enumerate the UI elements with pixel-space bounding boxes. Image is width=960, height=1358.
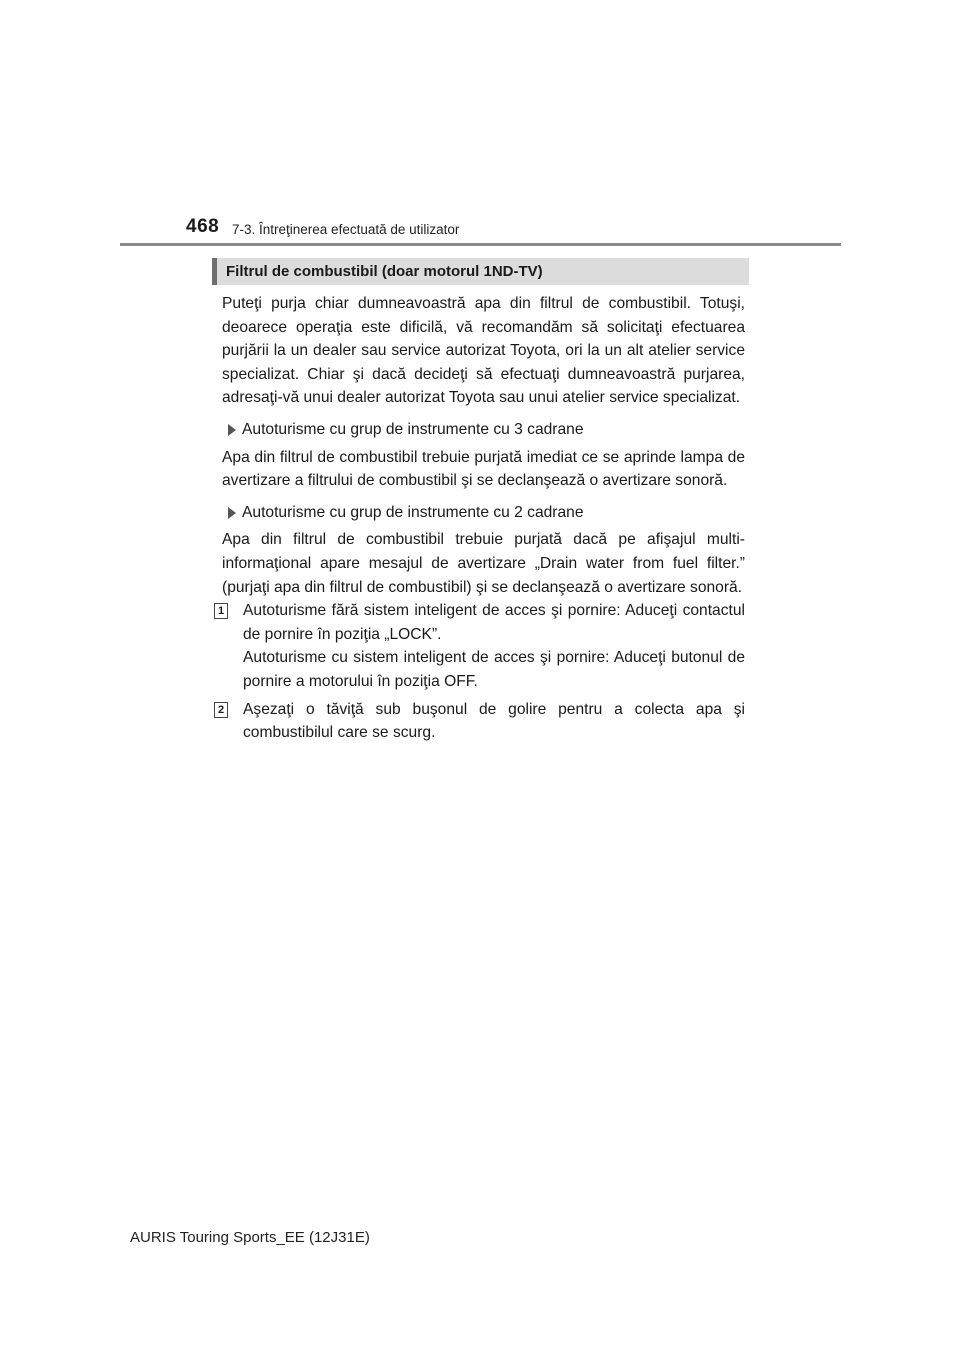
step-2-line-1: Aşezaţi o tăviţă sub buşonul de golire pentru a colecta apa şi combustibilul care se scurg. [243,700,745,742]
step-number-badge: 2 [214,702,228,718]
step-1-line-1: Autoturisme fără sistem inteligent de acces şi pornire: Aduceţi contactul de pornire în poziţia „LOCK”. [243,602,745,643]
condition-2-text: Apa din filtrul de combustibil trebuie purjată dacă pe afişajul multi-informaţional apare mesajul de avertizare „Drain water from fuel filter.” (purjaţi apa din filtrul de combustibil) şi se declanşează o avertizare sonoră. [222,531,745,596]
step-1 [217,599,745,693]
condition-1 [222,418,745,442]
condition-2-label: Autoturisme cu grup de instrumente cu 2 cadrane [242,503,584,521]
condition-1-text: Apa din filtrul de combustibil trebuie purjată imediat ce se aprinde lampa de avertizare a filtrului de combustibil şi se declanşează o avertizare sonoră. [222,448,745,490]
page-number: 468 [186,216,220,237]
condition-1-label: Autoturisme cu grup de instrumente cu 3 cadrane [242,420,584,438]
footer-model: AURIS Touring Sports_EE (12J31E) [130,1229,370,1246]
step-2 [217,698,745,745]
condition-2 [222,501,745,525]
step-number-badge: 1 [214,603,228,619]
step-1-line-2: Autoturisme cu sistem inteligent de acces şi pornire: Aduceţi butonul de pornire a motorului în poziţia OFF. [243,649,745,690]
header-rule [120,243,841,246]
triangle-bullet-icon [228,424,236,436]
intro-paragraph: Puteţi purja chiar dumneavoastră apa din filtrul de combustibil. Totuşi, deoarece operaţia este dificilă, vă recomandăm să solicitaţi efectuarea purjării la un dealer sau service autorizat Toyota, ori la un alt atelier service specializat. Chiar şi dacă decideţi să efectuaţi dumneavoastră purjarea, adresaţi-vă unui dealer autorizat Toyota sau unui atelier service specializat. [222,295,745,407]
section-heading: Filtrul de combustibil (doar motorul 1ND-TV) [212,258,749,285]
triangle-bullet-icon [228,507,236,519]
chapter-title: 7-3. Întreţinerea efectuată de utilizator [232,222,460,237]
content [217,292,745,745]
